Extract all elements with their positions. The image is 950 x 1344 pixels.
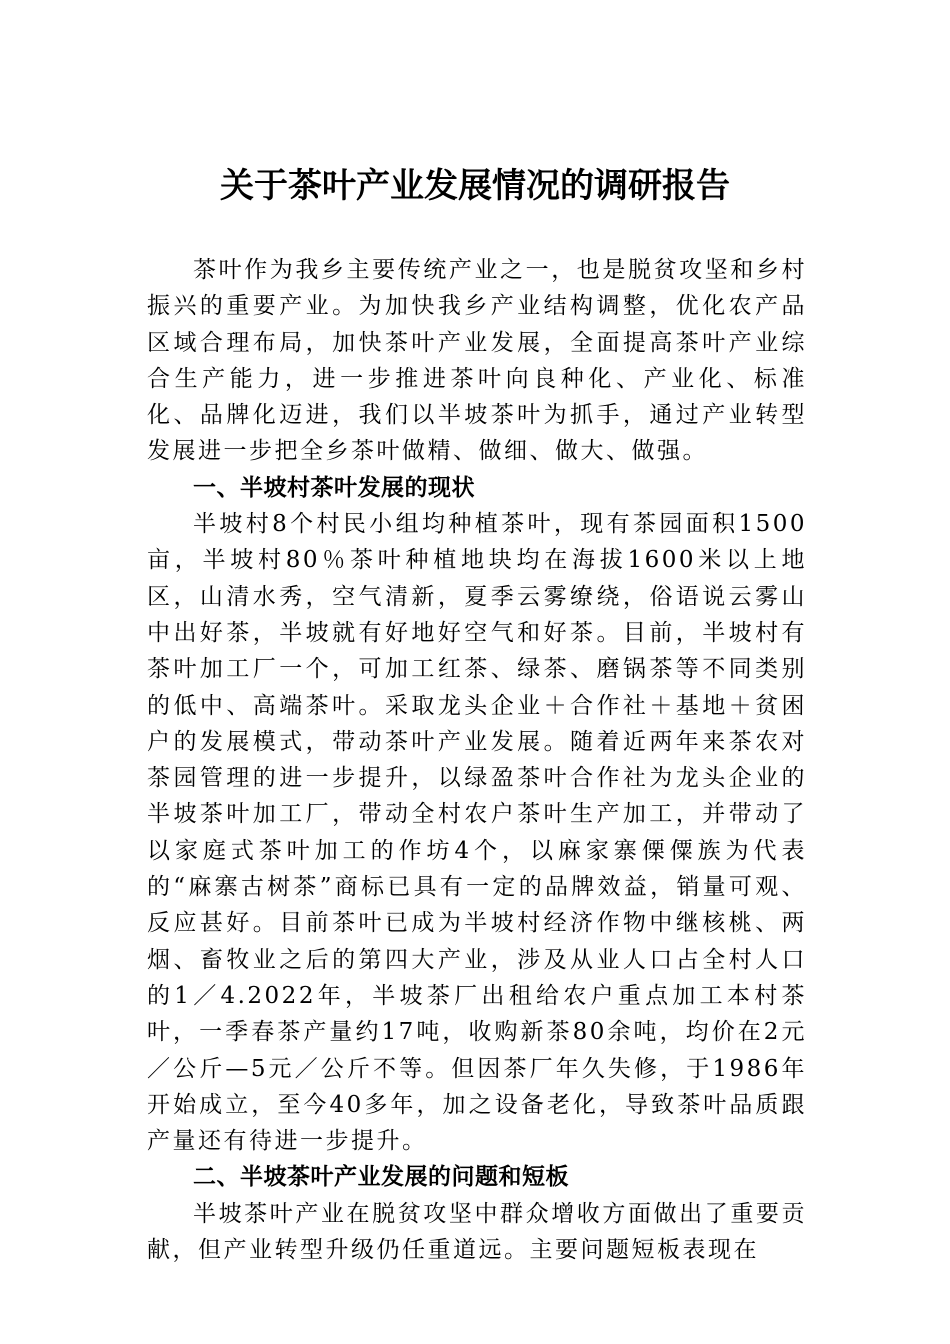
problems-paragraph: 半坡茶叶产业在脱贫攻坚中群众增收方面做出了重要贡献，但产业转型升级仍任重道远。主要问题短板表现在 [147, 1200, 807, 1264]
document-title: 关于茶叶产业发展情况的调研报告 [220, 166, 730, 206]
section-heading-problems: 二、半坡茶叶产业发展的问题和短板 [193, 1164, 569, 1191]
document-body [147, 252, 807, 1268]
intro-paragraph: 茶叶作为我乡主要传统产业之一，也是脱贫攻坚和乡村振兴的重要产业。为加快我乡产业结构调整，优化农产品区域合理布局，加快茶叶产业发展，全面提高茶叶产业综合生产能力，进一步推进茶叶向良种化、产业化、标准化、品牌化迈进，我们以半坡茶叶为抓手，通过产业转型发展进一步把全乡茶叶做精、做细、做大、做强。 [147, 257, 807, 465]
section-heading-status: 一、半坡村茶叶发展的现状 [193, 474, 475, 501]
status-paragraph: 半坡村8个村民小组均种植茶叶，现有茶园面积1500亩，半坡村80％茶叶种植地块均在海拔1600米以上地区，山清水秀，空气清新，夏季云雾缭绕，俗语说云雾山中出好茶，半坡就有好地好空气和好茶。目前，半坡村有茶叶加工厂一个，可加工红茶、绿茶、磨锅茶等不同类别的低中、高端茶叶。采取龙头企业＋合作社＋基地＋贫困户的发展模式，带动茶叶产业发展。随着近两年来茶农对茶园管理的进一步提升，以绿盈茶叶合作社为龙头企业的半坡茶叶加工厂，带动全村农户茶叶生产加工，并带动了以家庭式茶叶加工的作坊4个，以麻家寨傈僳族为代表的“麻寨古树茶”商标已具有一定的品牌效益，销量可观、反应甚好。目前茶叶已成为半坡村经济作物中继核桃、两烟、畜牧业之后的第四大产业，涉及从业人口占全村人口的1／4.2022年，半坡茶厂出租给农户重点加工本村茶叶，一季春茶产量约17吨，收购新茶80余吨，均价在2元／公斤—5元／公斤不等。但因茶厂年久失修，于1986年开始成立，至今40多年，加之设备老化，导致茶叶品质跟产量还有待进一步提升。 [147, 511, 807, 1155]
